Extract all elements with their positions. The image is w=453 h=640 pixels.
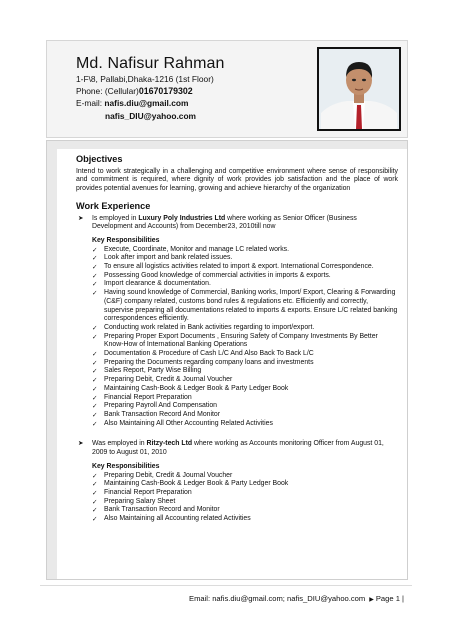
job-entry-1 — [76, 215, 398, 232]
footer-divider — [40, 585, 412, 586]
job-1-description: Is employed in Luxury Poly Industries Ltd where working as Senior Officer (Business Development and Accounts) from December23, 2010till now — [92, 214, 357, 231]
email-primary[interactable]: nafis.diu@gmail.com — [104, 98, 189, 108]
responsibility-item — [92, 376, 398, 385]
checkmark-icon: ✓ — [92, 506, 98, 515]
portrait-image — [317, 47, 401, 131]
email-label: E-mail: — [76, 98, 105, 108]
responsibility-item — [92, 324, 398, 333]
responsibility-text: Also Maintaining all Accounting related Activities — [104, 515, 251, 523]
responsibility-item — [92, 411, 398, 420]
job-2-company: Ritzy-tech Ltd — [146, 440, 193, 448]
responsibility-text: Possessing Good knowledge of commercial activities in imports & exports. — [104, 271, 331, 279]
responsibility-text: Execute, Coordinate, Monitor and manage LC related works. — [104, 245, 289, 253]
responsibility-item — [92, 367, 398, 376]
objectives-text: Intend to work strategically in a challenging and competitive environment where sense of responsibility and commitment is required, where dignity of work provides job satisfaction and the place of work provides potential avenues for learning, growing and achieve hierarchy of the organization — [76, 167, 398, 193]
job-2-responsibilities-list — [92, 472, 398, 524]
responsibility-text: Preparing Salary Sheet — [104, 497, 176, 505]
responsibility-text: Preparing Debit, Credit & Journal Voucher — [104, 376, 233, 384]
top-accent-bar — [47, 141, 407, 149]
responsibility-item — [92, 489, 398, 498]
checkmark-icon: ✓ — [92, 323, 98, 332]
checkmark-icon: ✓ — [92, 419, 98, 428]
checkmark-icon: ✓ — [92, 245, 98, 254]
candidate-name: Md. Nafisur Rahman — [76, 55, 225, 72]
footer-emails: Email: nafis.diu@gmail.com; nafis_DIU@yahoo.com — [189, 594, 366, 603]
responsibility-item — [92, 506, 398, 515]
checkmark-icon: ✓ — [92, 376, 98, 385]
responsibility-item — [92, 263, 398, 272]
job-entry-2 — [76, 440, 398, 457]
checkmark-icon: ✓ — [92, 289, 98, 298]
page-number: Page 1 | — [375, 594, 404, 603]
checkmark-icon: ✓ — [92, 410, 98, 419]
responsibility-item — [92, 480, 398, 489]
responsibility-item — [92, 515, 398, 524]
checkmark-icon: ✓ — [92, 515, 98, 524]
arrow-bullet-icon: ➤ — [78, 214, 84, 222]
responsibility-item — [92, 385, 398, 394]
responsibility-text: Maintaining Cash-Book & Ledger Book & Party Ledger Book — [104, 384, 289, 392]
checkmark-icon: ✓ — [92, 350, 98, 359]
responsibility-text: Bank Transaction Record and Monitor — [104, 506, 220, 514]
triangle-right-icon: ▶ — [369, 597, 374, 603]
responsibility-text: Preparing the Documents regarding company loans and investments — [104, 358, 314, 366]
job-1-company: Luxury Poly Industries Ltd — [138, 214, 226, 222]
resume-content — [76, 155, 398, 524]
responsibility-item — [92, 402, 398, 411]
checkmark-icon: ✓ — [92, 271, 98, 280]
checkmark-icon: ✓ — [92, 488, 98, 497]
responsibility-item — [92, 394, 398, 403]
responsibility-text: Financial Report Preparation — [104, 393, 192, 401]
responsibility-item — [92, 289, 398, 324]
responsibility-item — [92, 359, 398, 368]
profile-photo — [317, 47, 401, 131]
responsibility-text: Import clearance & documentation. — [104, 280, 211, 288]
job-1-responsibilities-title: Key Responsibilities — [92, 236, 160, 244]
checkmark-icon: ✓ — [92, 393, 98, 402]
job-2-description: Was employed in Ritzy-tech Ltd where working as Accounts monitoring Officer from August 01, 2009 to August 01, 2010 — [92, 440, 384, 457]
responsibility-item — [92, 498, 398, 507]
resume-body — [46, 140, 408, 580]
responsibility-text: Financial Report Preparation — [104, 488, 192, 496]
responsibility-text: Having sound knowledge of Commercial, Banking works, Import/ Export, Clearing & Forwarding (C&F) company related, customs bond rules & regulations etc. Efficiently and correctly, supervise preparing all documentations related to imports & exports. Ensure L/C related banking correspondences efficiently. — [104, 289, 398, 323]
responsibility-text: Also Maintaining All Other Accounting Related Activities — [104, 419, 273, 427]
responsibility-text: Preparing Payroll And Compensation — [104, 402, 217, 410]
responsibility-item — [92, 254, 398, 263]
phone-line — [76, 86, 193, 96]
email-secondary[interactable]: nafis_DIU@yahoo.com — [105, 111, 197, 121]
checkmark-icon: ✓ — [92, 367, 98, 376]
responsibility-text: Preparing Proper Export Documents , Ensuring Safety of Company Investments By Better Know-How of International Banking Operations — [104, 332, 378, 349]
responsibility-item — [92, 350, 398, 359]
checkmark-icon: ✓ — [92, 384, 98, 393]
checkmark-icon: ✓ — [92, 471, 98, 480]
job-1-responsibilities-list — [92, 246, 398, 429]
responsibility-text: To ensure all logistics activities related to import & export. International Correspondence. — [104, 263, 374, 271]
checkmark-icon: ✓ — [92, 402, 98, 411]
responsibility-text: Maintaining Cash-Book & Ledger Book & Party Ledger Book — [104, 480, 289, 488]
responsibility-text: Sales Report, Party Wise Billing — [104, 367, 202, 375]
responsibility-item — [92, 472, 398, 481]
checkmark-icon: ✓ — [92, 497, 98, 506]
arrow-bullet-icon: ➤ — [78, 440, 84, 448]
checkmark-icon: ✓ — [92, 358, 98, 367]
responsibility-item — [92, 246, 398, 255]
address: 1-F\8, Pallabi,Dhaka-1216 (1st Floor) — [76, 74, 214, 84]
work-experience-heading: Work Experience — [76, 200, 151, 211]
responsibility-text: Bank Transaction Record And Monitor — [104, 410, 221, 418]
phone-label: Phone: (Cellular) — [76, 86, 139, 96]
responsibility-item — [92, 280, 398, 289]
checkmark-icon: ✓ — [92, 263, 98, 272]
responsibility-text: Conducting work related in Bank activities regarding to import/export. — [104, 323, 315, 331]
responsibility-text: Look after import and bank related issues. — [104, 254, 233, 262]
responsibility-item — [92, 333, 398, 350]
responsibility-text: Preparing Debit, Credit & Journal Voucher — [104, 471, 233, 479]
responsibility-item — [92, 272, 398, 281]
checkmark-icon: ✓ — [92, 332, 98, 341]
checkmark-icon: ✓ — [92, 254, 98, 263]
resume-header — [46, 40, 408, 138]
job-2-responsibilities-title: Key Responsibilities — [92, 462, 160, 470]
responsibility-item — [92, 420, 398, 429]
responsibility-text: Documentation & Procedure of Cash L/C And Also Back To Back L/C — [104, 350, 314, 358]
left-accent-bar — [47, 141, 57, 579]
email-line — [76, 98, 188, 108]
checkmark-icon: ✓ — [92, 480, 98, 489]
objectives-heading: Objectives — [76, 154, 123, 164]
checkmark-icon: ✓ — [92, 280, 98, 289]
phone-number: 01670179302 — [138, 86, 193, 96]
page-footer — [189, 594, 404, 603]
